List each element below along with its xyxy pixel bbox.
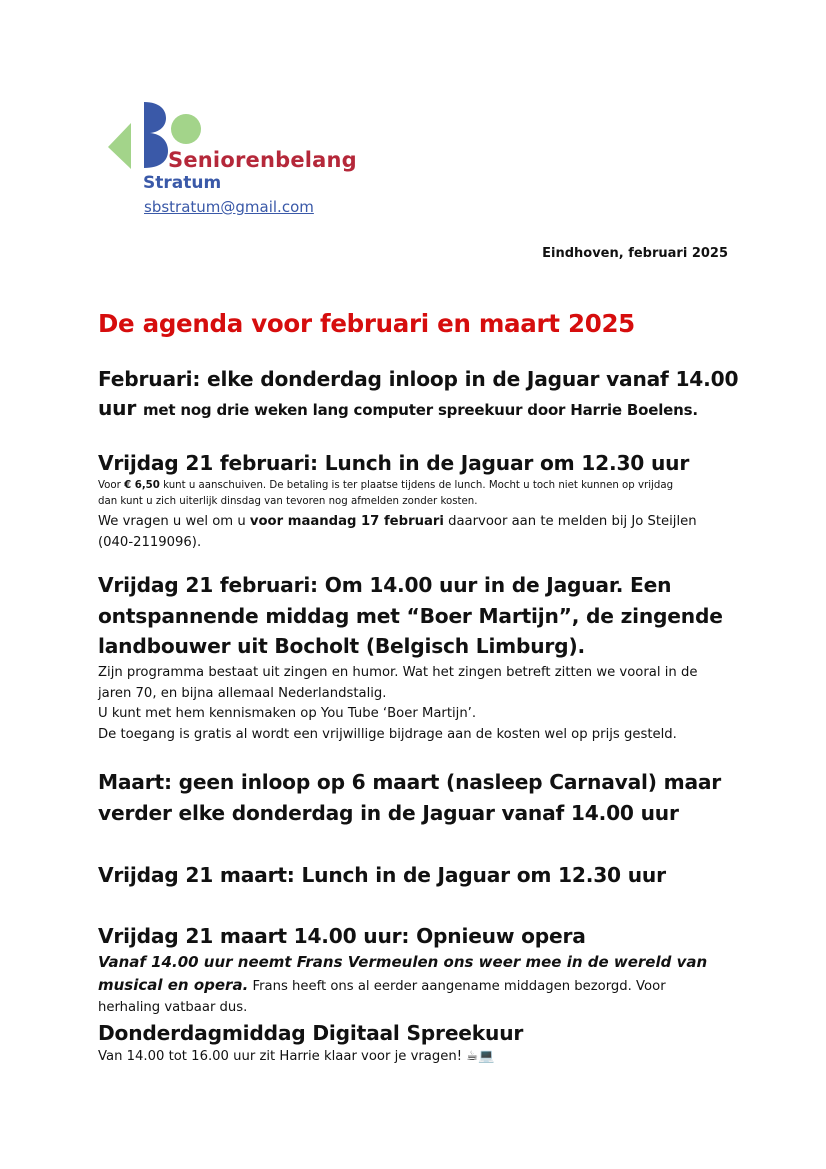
- logo-org-name: Seniorenbelang: [168, 148, 357, 172]
- logo-triangle: [108, 123, 131, 169]
- feb-lunch-price: € 6,50: [124, 480, 160, 491]
- feb-inloop-heading: Februari: elke donderdag inloop in de Jaguar vanaf 14.00: [98, 367, 739, 391]
- feb-boer-body-line1: Zijn programma bestaat uit zingen en humor. Wat het zingen betreft zitten we vooral in de: [98, 665, 698, 680]
- feb-lunch-voor: Voor: [98, 480, 121, 491]
- feb-lunch-betaling: kunt u aanschuiven. De betaling is ter plaatse tijdens de lunch. Mocht u toch niet kunnen op vrijdag: [163, 480, 674, 491]
- feb-inloop-uur: uur: [98, 396, 137, 420]
- maart-inloop-heading-line2: verder elke donderdag in de Jaguar vanaf 14.00 uur: [98, 801, 679, 825]
- date-line: Eindhoven, februari 2025: [542, 246, 728, 261]
- feb-boer-body-line2: jaren 70, en bijna allemaal Nederlandstalig.: [98, 686, 387, 701]
- feb-lunch-vragen: We vragen u wel om u: [98, 514, 246, 529]
- feb-boer-heading-line1: Vrijdag 21 februari: Om 14.00 uur in de Jaguar. Een: [98, 573, 672, 597]
- maart-opera-line3: herhaling vatbaar dus.: [98, 1000, 248, 1015]
- logo-org-sub: Stratum: [143, 173, 222, 193]
- logo-email-link[interactable]: sbstratum@gmail.com: [144, 198, 314, 216]
- maart-opera-heading: Vrijdag 21 maart 14.00 uur: Opnieuw opera: [98, 924, 586, 948]
- logo-letter-b-icon: [144, 102, 168, 168]
- maart-inloop-heading-line1: Maart: geen inloop op 6 maart (nasleep Carnaval) maar: [98, 770, 722, 794]
- feb-boer-heading-line3: landbouwer uit Bocholt (Belgisch Limburg).: [98, 634, 585, 658]
- maart-opera-line1: [98, 952, 707, 974]
- feb-lunch-aanmelden: daarvoor aan te melden bij Jo Steijlen: [448, 514, 697, 529]
- feb-lunch-deadline: voor maandag 17 februari: [249, 514, 444, 529]
- feb-boer-body-line3: U kunt met hem kennismaken op You Tube ‘Boer Martijn’.: [98, 706, 477, 721]
- feb-boer-body-line4: De toegang is gratis al wordt een vrijwillige bijdrage aan de kosten wel op prijs gesteld.: [98, 727, 677, 742]
- maart-opera-line2: [98, 975, 666, 997]
- logo-circle: [171, 114, 201, 144]
- feb-lunch-heading: Vrijdag 21 februari: Lunch in de Jaguar om 12.30 uur: [98, 451, 690, 475]
- feb-lunch-line1: [98, 478, 673, 493]
- feb-inloop-heading-line2: [98, 394, 698, 425]
- feb-inloop-detail: met nog drie weken lang computer spreekuur door Harrie Boelens.: [142, 401, 698, 419]
- feb-boer-heading-line2: ontspannende middag met “Boer Martijn”, de zingende: [98, 604, 723, 628]
- maart-opera-musical: musical en opera.: [98, 976, 249, 994]
- maart-opera-intro: Vanaf 14.00 uur neemt Frans Vermeulen ons weer mee in de wereld van: [98, 953, 708, 971]
- feb-lunch-line3: [98, 511, 697, 532]
- digitaal-body: Van 14.00 tot 16.00 uur zit Harrie klaar voor je vragen! ☕💻: [98, 1049, 495, 1064]
- page-title: De agenda voor februari en maart 2025: [98, 309, 635, 338]
- feb-lunch-line2: dan kunt u zich uiterlijk dinsdag van tevoren nog afmelden zonder kosten.: [98, 496, 478, 507]
- digitaal-heading: Donderdagmiddag Digitaal Spreekuur: [98, 1021, 524, 1045]
- maart-opera-frans: Frans heeft ons al eerder aangename middagen bezorgd. Voor: [248, 979, 666, 994]
- maart-lunch-heading: Vrijdag 21 maart: Lunch in de Jaguar om 12.30 uur: [98, 863, 666, 887]
- feb-lunch-phone: (040-2119096).: [98, 535, 202, 550]
